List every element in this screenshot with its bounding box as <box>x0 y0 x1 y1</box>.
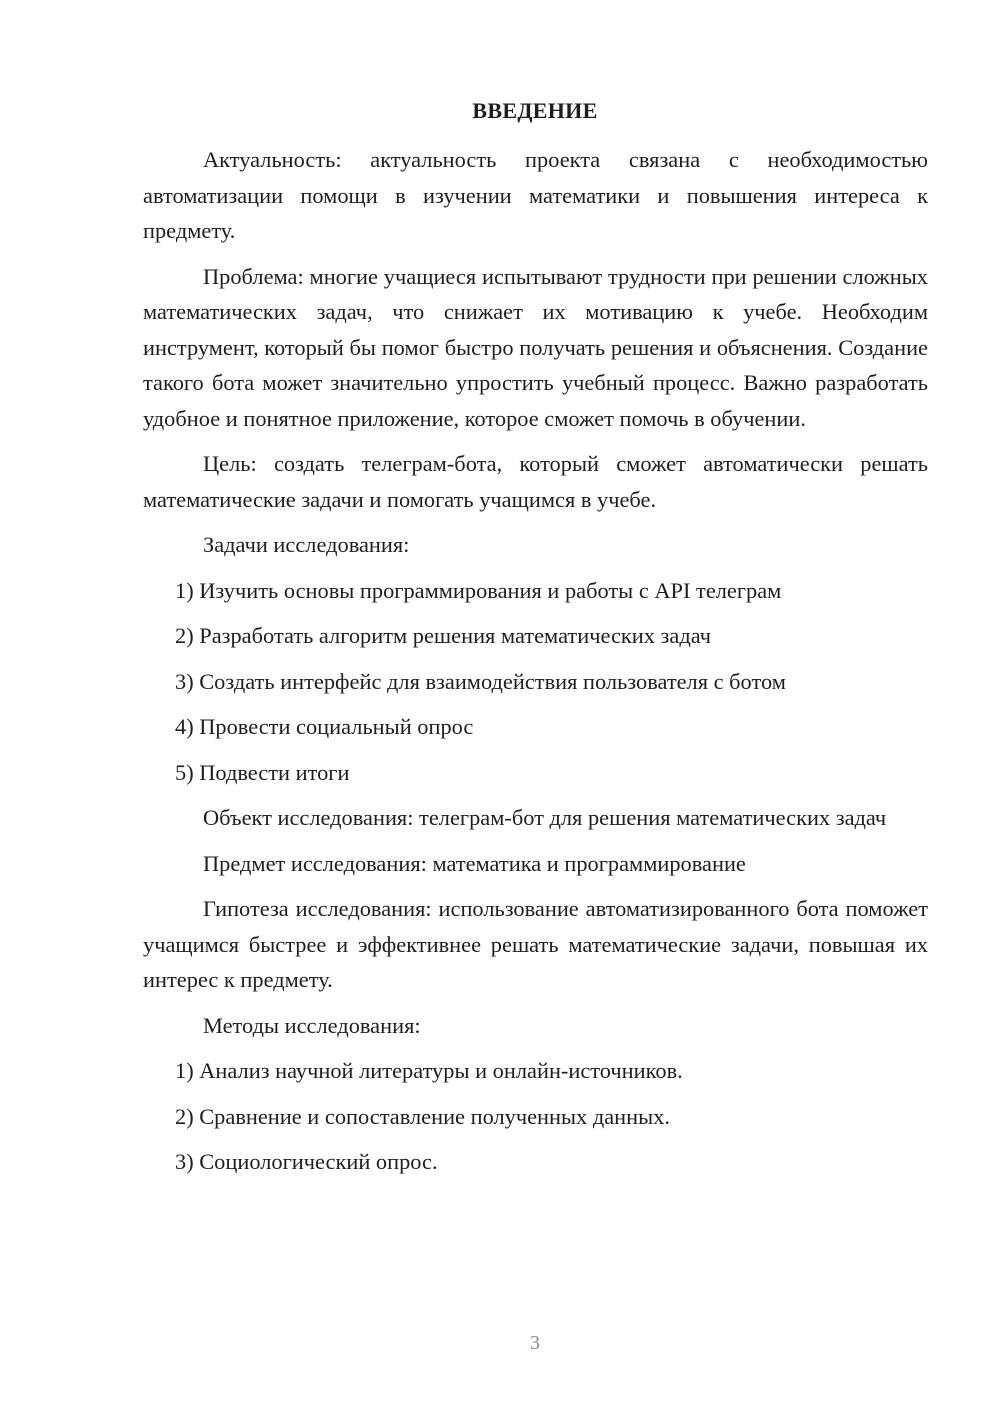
page-number: 3 <box>530 1332 540 1354</box>
tasks-heading: Задачи исследования: <box>203 532 410 557</box>
tasks-list <box>143 573 928 791</box>
methods-list <box>143 1053 928 1180</box>
methods-heading: Методы исследования: <box>203 1012 421 1038</box>
list-item: 5) Подвести итоги <box>175 759 350 785</box>
list-item: 2) Разработать алгоритм решения математических задач <box>175 623 712 648</box>
list-item: 2) Сравнение и сопоставление полученных данных. <box>175 1103 670 1129</box>
relevance-paragraph: Актуальность: актуальность проекта связана с необходимостью автоматизации помощи в изучении математики и повышения интереса к предмету. <box>143 147 928 243</box>
hypothesis-paragraph: Гипотеза исследования: использование автоматизированного бота поможет учащимся быстрее и эффективнее решать математические задачи, повышая их интерес к предмету. <box>143 896 928 992</box>
page-title: ВВЕДЕНИЕ <box>472 98 598 123</box>
list-item: 4) Провести социальный опрос <box>175 714 474 739</box>
list-item: 3) Социологический опрос. <box>175 1149 438 1174</box>
document-body <box>143 142 928 1190</box>
subject-paragraph: Предмет исследования: математика и программирование <box>203 850 746 876</box>
list-item: 1) Анализ научной литературы и онлайн-источников. <box>175 1058 683 1083</box>
list-item: 1) Изучить основы программирования и работы с API телеграм <box>175 577 782 603</box>
list-item: 3) Создать интерфейс для взаимодействия пользователя с ботом <box>175 668 786 694</box>
problem-paragraph: Проблема: многие учащиеся испытывают трудности при решении сложных математических задач, что снижает их мотивацию к учебе. Необходим инструмент, который бы помог быстро получать решения и объяснения. Создание такого бота может значительно упростить учебный процесс. Важно разработать удобное и понятное приложение, которое сможет помочь в обучении. <box>143 263 928 431</box>
object-paragraph: Объект исследования: телеграм-бот для решения математических задач <box>203 805 887 830</box>
goal-paragraph: Цель: создать телеграм-бота, который сможет автоматически решать математические задачи и помогать учащимся в учебе. <box>143 451 928 512</box>
